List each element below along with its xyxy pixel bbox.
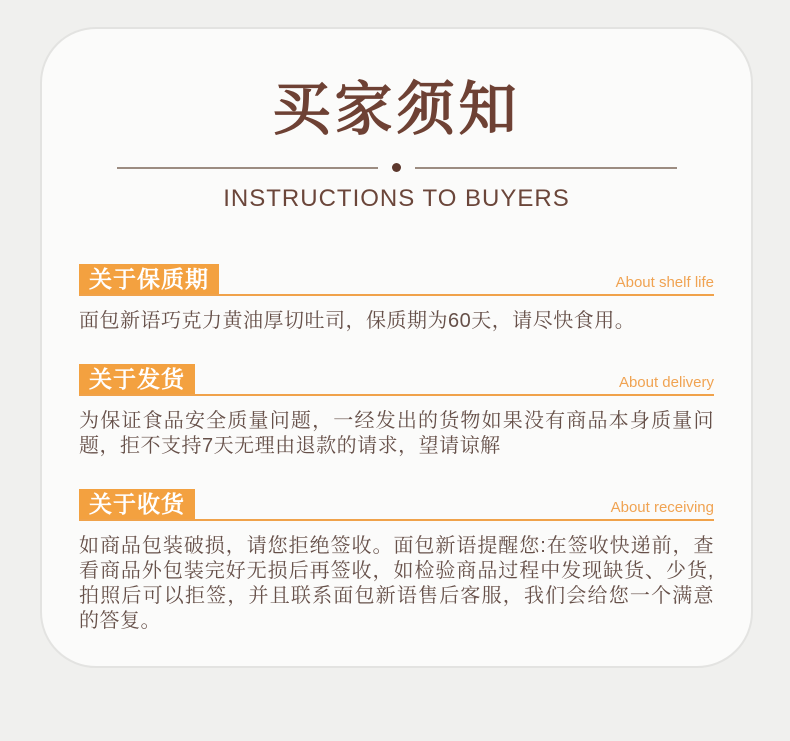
section-delivery-header — [79, 364, 714, 396]
section-heading-en: About receiving — [610, 499, 714, 516]
notice-sections — [79, 264, 714, 634]
section-heading-en: About delivery — [618, 374, 714, 391]
section-body-text: 面包新语巧克力黄油厚切吐司，保质期为60天，请尽快食用。 — [79, 310, 636, 332]
page-subtitle: INSTRUCTIONS TO BUYERS — [223, 185, 570, 212]
buyer-notice-card — [40, 27, 753, 668]
section-heading-en: About shelf life — [615, 274, 714, 291]
section-receiving — [79, 489, 714, 634]
section-body-text: 如商品包装破损，请您拒绝签收。面包新语提醒您:在签收快递前，查看商品外包装完好无损后再签收，如检验商品过程中发现缺货、少货,拍照后可以拒签，并且联系面包新语售后客服，我们会给您一个满意的答复。 — [79, 535, 714, 632]
section-heading-badge: 关于保质期 — [79, 264, 219, 294]
section-body-text: 为保证食品安全质量问题，一经发出的货物如果没有商品本身质量问题，拒不支持7天无理由退款的请求，望请谅解 — [79, 410, 714, 457]
section-receiving-header — [79, 489, 714, 521]
section-shelf-life — [79, 264, 714, 334]
divider-dot-icon — [392, 163, 401, 172]
title-divider — [117, 163, 677, 172]
page-title: 买家须知 — [272, 77, 521, 142]
divider-line-left — [117, 167, 379, 169]
divider-line-right — [415, 167, 677, 169]
section-heading-badge: 关于发货 — [79, 364, 195, 394]
section-shelf-life-header — [79, 264, 714, 296]
section-delivery — [79, 364, 714, 459]
section-heading-badge: 关于收货 — [79, 489, 195, 519]
